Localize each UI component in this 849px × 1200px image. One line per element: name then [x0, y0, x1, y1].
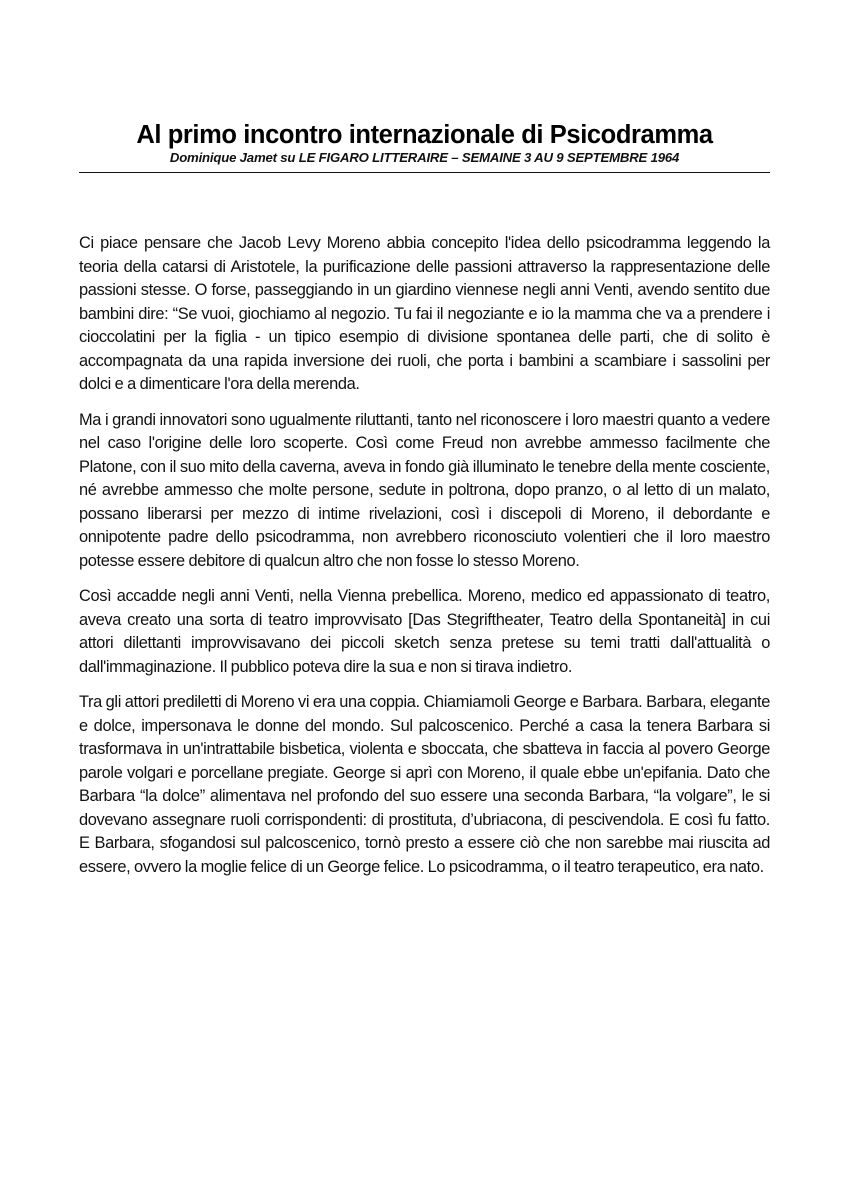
document-title: Al primo incontro internazionale di Psicodramma	[136, 121, 713, 150]
paragraph: Tra gli attori prediletti di Moreno vi era una coppia. Chiamiamoli George e Barbara. Barbara, elegante e dolce, impersonava le donne del mondo. Sul palcoscenico. Perché a casa la tenera Barbara si trasformava in un'intrattabile bisbetica, violenta e sboccata, che sbatteva in faccia al povero George parole volgari e porcellane pregiate. George si aprì con Moreno, il quale ebbe un'epifania. Dato che Barbara “la dolce” alimentava nel profondo del suo essere una seconda Barbara, “la volgare”, le si dovevano assegnare ruoli corrispondenti: di prostituta, d’ubriacona, di pescivendola. E così fu fatto. E Barbara, sfogandosi sul palcoscenico, tornò presto a essere ciò che non sarebbe mai riuscita ad essere, ovvero la moglie felice di un George felice. Lo psicodramma, o il teatro terapeutico, era nato.	[79, 693, 770, 876]
article-body	[79, 232, 770, 891]
paragraph: Così accadde negli anni Venti, nella Vienna prebellica. Moreno, medico ed appassionato di teatro, aveva creato una sorta di teatro improvvisato [Das Stegriftheater, Teatro della Spontaneità] in cui attori dilettanti improvvisavano dei piccoli sketch senza pretese su temi tratti dall'attualità o dall'immaginazione. Il pubblico poteva dire la sua e non si tirava indietro.	[79, 587, 770, 676]
header-divider	[79, 172, 770, 173]
document-subtitle: Dominique Jamet su LE FIGARO LITTERAIRE – SEMAINE 3 AU 9 SEPTEMBRE 1964	[169, 150, 680, 165]
paragraph: Ci piace pensare che Jacob Levy Moreno abbia concepito l'idea dello psicodramma leggendo la teoria della catarsi di Aristotele, la purificazione delle passioni attraverso la rappresentazione delle passioni stesse. O forse, passeggiando in un giardino viennese negli anni Venti, avendo sentito due bambini dire: “Se vuoi, giochiamo al negozio. Tu fai il negoziante e io la mamma che va a prendere i cioccolatini per la figlia - un tipico esempio di divisione spontanea delle parti, che di solito è accompagnata da una rapida inversione dei ruoli, che porta i bambini a scambiare i sassolini per dolci e a dimenticare l'ora della merenda.	[79, 234, 770, 393]
paragraph: Ma i grandi innovatori sono ugualmente riluttanti, tanto nel riconoscere i loro maestri quanto a vedere nel caso l'origine delle loro scoperte. Così come Freud non avrebbe ammesso facilmente che Platone, con il suo mito della caverna, aveva in fondo già illuminato le tenebre della mente cosciente, né avrebbe ammesso che molte persone, sedute in poltrona, dopo pranzo, o al letto di un malato, possano liberarsi per mezzo di intime rivelazioni, così i discepoli di Moreno, il debordante e onnipotente padre dello psicodramma, non avrebbero riconosciuto volentieri che il loro maestro potesse essere debitore di qualcun altro che non fosse lo stesso Moreno.	[79, 410, 770, 570]
